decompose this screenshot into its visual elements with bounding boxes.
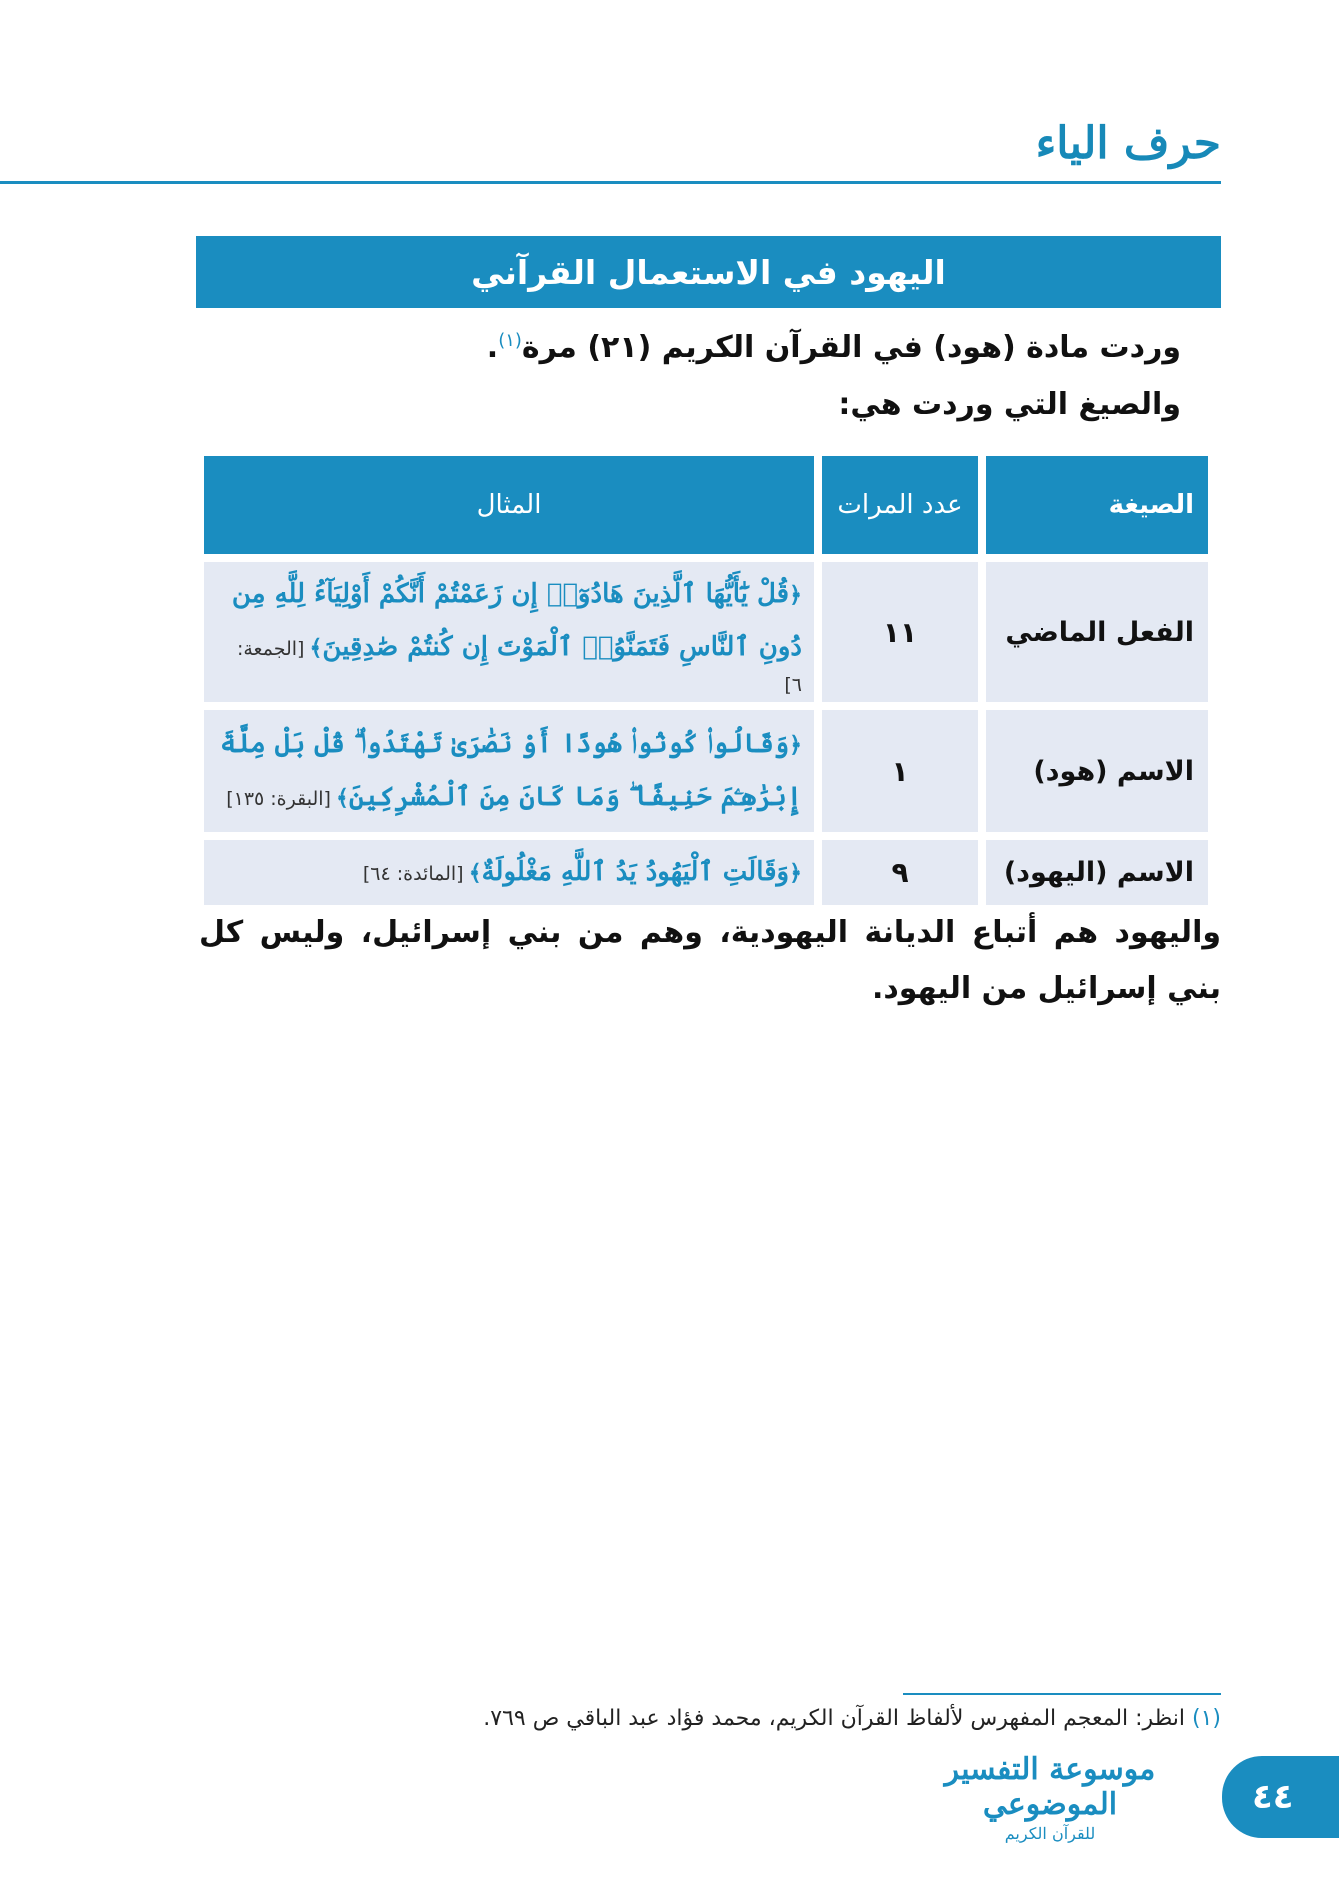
intro-line-1-text: وردت مادة (هود) في القرآن الكريم (٢١) مرة — [521, 330, 1181, 365]
footnote — [221, 1706, 1221, 1731]
page-header-title: حرف الياء — [1035, 118, 1221, 169]
header-count: عدد المرات — [822, 456, 978, 554]
ornament-close-icon: ﴾ — [336, 785, 349, 811]
ornament-open-icon: ﴿ — [789, 582, 802, 608]
table-header-row — [204, 456, 1208, 554]
header-form: الصيغة — [986, 456, 1208, 554]
footnote-reference[interactable]: (١) — [498, 330, 522, 351]
count-cell: ١ — [822, 710, 978, 832]
series-title: موسوعة التفسير الموضوعي — [944, 1752, 1156, 1822]
count-cell: ٩ — [822, 840, 978, 905]
footnote-separator — [903, 1693, 1221, 1695]
table-row — [204, 840, 1208, 905]
verse-body: وَقَالُوا۟ كُونُوا۟ هُودًا أَوْ نَصَٰرَىٰ تَهْتَدُوا۟ ۗ قُلْ بَلْ مِلَّةَ إِبْرَٰهِـۧمَ حَنِيفًا ۖ وَمَا كَانَ مِنَ ٱلْمُشْرِكِينَ — [220, 729, 802, 812]
intro-line-1 — [487, 330, 1181, 365]
surah-reference: [المائدة: ٦٤] — [362, 863, 464, 885]
series-logo — [920, 1752, 1180, 1843]
verse-text — [469, 857, 802, 887]
body-paragraph: واليهود هم أتباع الديانة اليهودية، وهم من بني إسرائيل، وليس كل بني إسرائيل من اليهود. — [199, 915, 1221, 1006]
ornament-close-icon: ﴾ — [468, 860, 482, 886]
table-row — [204, 710, 1208, 832]
header-example: المثال — [204, 456, 814, 554]
page-number: ٤٤ — [1252, 1777, 1294, 1817]
ornament-open-icon: ﴿ — [789, 732, 802, 758]
form-cell: الاسم (اليهود) — [986, 840, 1208, 905]
example-cell — [204, 710, 814, 832]
count-cell: ١١ — [822, 562, 978, 702]
intro-line-1-end: . — [486, 330, 499, 365]
section-banner — [196, 236, 1221, 308]
section-title: اليهود في الاستعمال القرآني — [471, 252, 946, 292]
form-cell: الاسم (هود) — [986, 710, 1208, 832]
ornament-open-icon: ﴿ — [789, 860, 802, 886]
table-row — [204, 562, 1208, 702]
example-cell — [204, 840, 814, 905]
surah-reference: [البقرة: ١٣٥] — [226, 788, 331, 810]
verse-body: قُلْ يَٰٓأَيُّهَا ٱلَّذِينَ هَادُوٓا۟ إِن زَعَمْتُمْ أَنَّكُمْ أَوْلِيَآءُ لِلَّهِ مِن دُونِ ٱلنَّاسِ فَتَمَنَّوُا۟ ٱلْمَوْتَ إِن كُنتُمْ صَٰدِقِينَ — [231, 579, 802, 662]
intro-line-2: والصيغ التي وردت هي: — [838, 387, 1181, 422]
example-cell — [204, 562, 814, 702]
footnote-text: انظر: المعجم المفهرس لألفاظ القرآن الكريم، محمد فؤاد عبد الباقي ص ٧٦٩. — [483, 1706, 1185, 1731]
page-number-tab — [1222, 1756, 1339, 1838]
form-cell: الفعل الماضي — [986, 562, 1208, 702]
verse-text — [232, 579, 802, 662]
series-subtitle: للقرآن الكريم — [1004, 1824, 1096, 1843]
verse-body: وَقَالَتِ ٱلْيَهُودُ يَدُ ٱللَّهِ مَغْلُولَةٌ — [481, 857, 790, 887]
word-forms-table — [196, 448, 1216, 913]
header-rule — [0, 181, 1221, 184]
footnote-number: (١) — [1191, 1706, 1221, 1731]
ornament-close-icon: ﴾ — [309, 635, 323, 661]
surah-reference: [الجمعة: ٦] — [236, 638, 802, 696]
